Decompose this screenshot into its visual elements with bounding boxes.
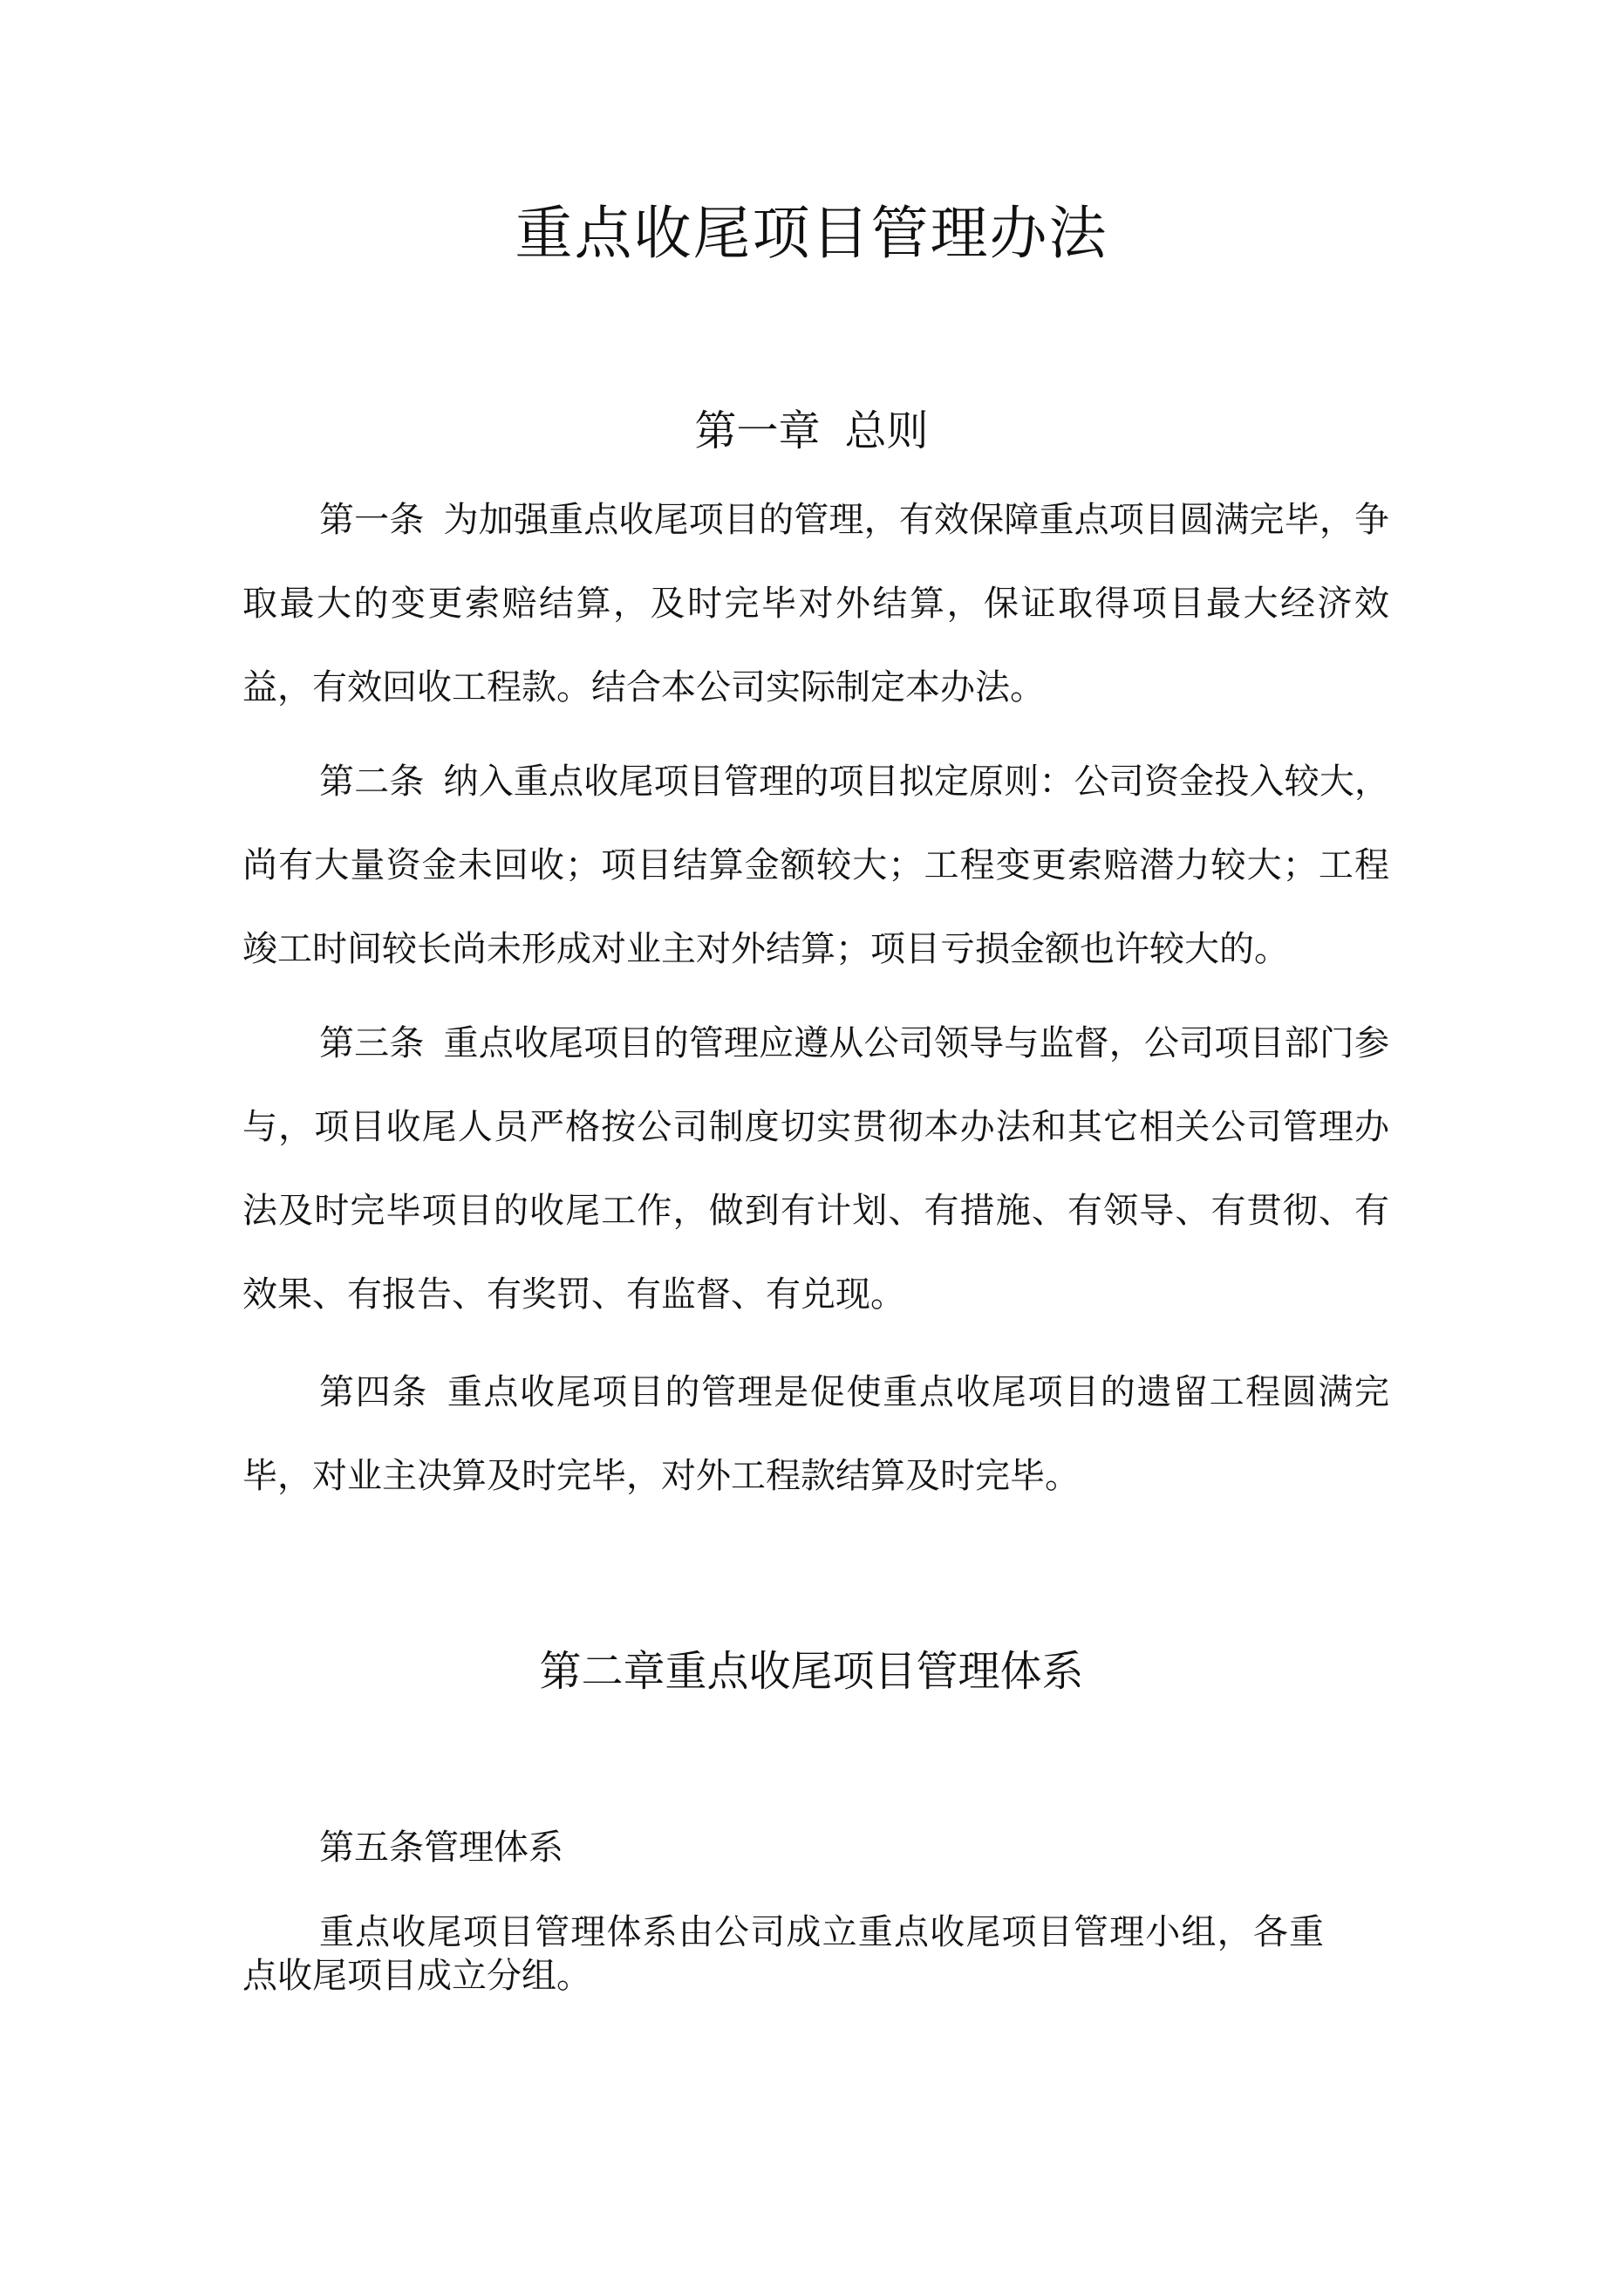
article-2-label: 第二条	[319, 762, 425, 802]
chapter-1-heading	[0, 405, 1623, 457]
article-1-text: 为加强重点收尾项目的管理，有效保障重点项目圆满完毕，争取最大的变更索赔结算，及时完毕对外结算，保证取得项目最大经济效益，有效回收工程款。结合本公司实际制定本办法。	[242, 500, 1390, 707]
article-4-label: 第四条	[319, 1372, 428, 1412]
article-3-text: 重点收尾项目的管理应遵从公司领导与监督，公司项目部门参与，项目收尾人员严格按公司制度切实贯彻本办法和其它相关公司管理办法及时完毕项目的收尾工作，做到有计划、有措施、有领导、有贯彻、有效果、有报告、有奖罚、有监督、有兑现。	[242, 1023, 1390, 1315]
article-5-text: 重点收尾项目管理体系由公司成立重点收尾项目管理小组，各重点收尾项目成立分组。	[242, 1912, 1324, 1996]
article-5-heading: 第五条管理体系	[319, 1828, 563, 1868]
article-1	[242, 478, 1389, 729]
document-title: 重点收尾项目管理办法	[515, 200, 1108, 267]
chapter-2-heading: 第二章重点收尾项目管理体系	[539, 1647, 1084, 1696]
article-3	[242, 1001, 1389, 1336]
article-2	[242, 740, 1389, 991]
chapter-1-number: 第一章	[694, 407, 821, 455]
chapter-1-name: 总则	[844, 407, 929, 455]
article-1-label: 第一条	[319, 500, 425, 540]
article-2-text: 纳入重点收尾项目管理的项目拟定原则：公司资金投入较大，尚有大量资金未回收；项目结算金额较大；工程变更索赔潜力较大；工程竣工时间较长尚未形成对业主对外结算；项目亏损金额也许较大的。	[242, 762, 1390, 969]
article-4-text: 重点收尾项目的管理是促使重点收尾项目的遗留工程圆满完毕，对业主决算及时完毕，对外工程款结算及时完毕。	[242, 1372, 1390, 1496]
article-3-label: 第三条	[319, 1023, 425, 1063]
article-4	[242, 1350, 1389, 1518]
